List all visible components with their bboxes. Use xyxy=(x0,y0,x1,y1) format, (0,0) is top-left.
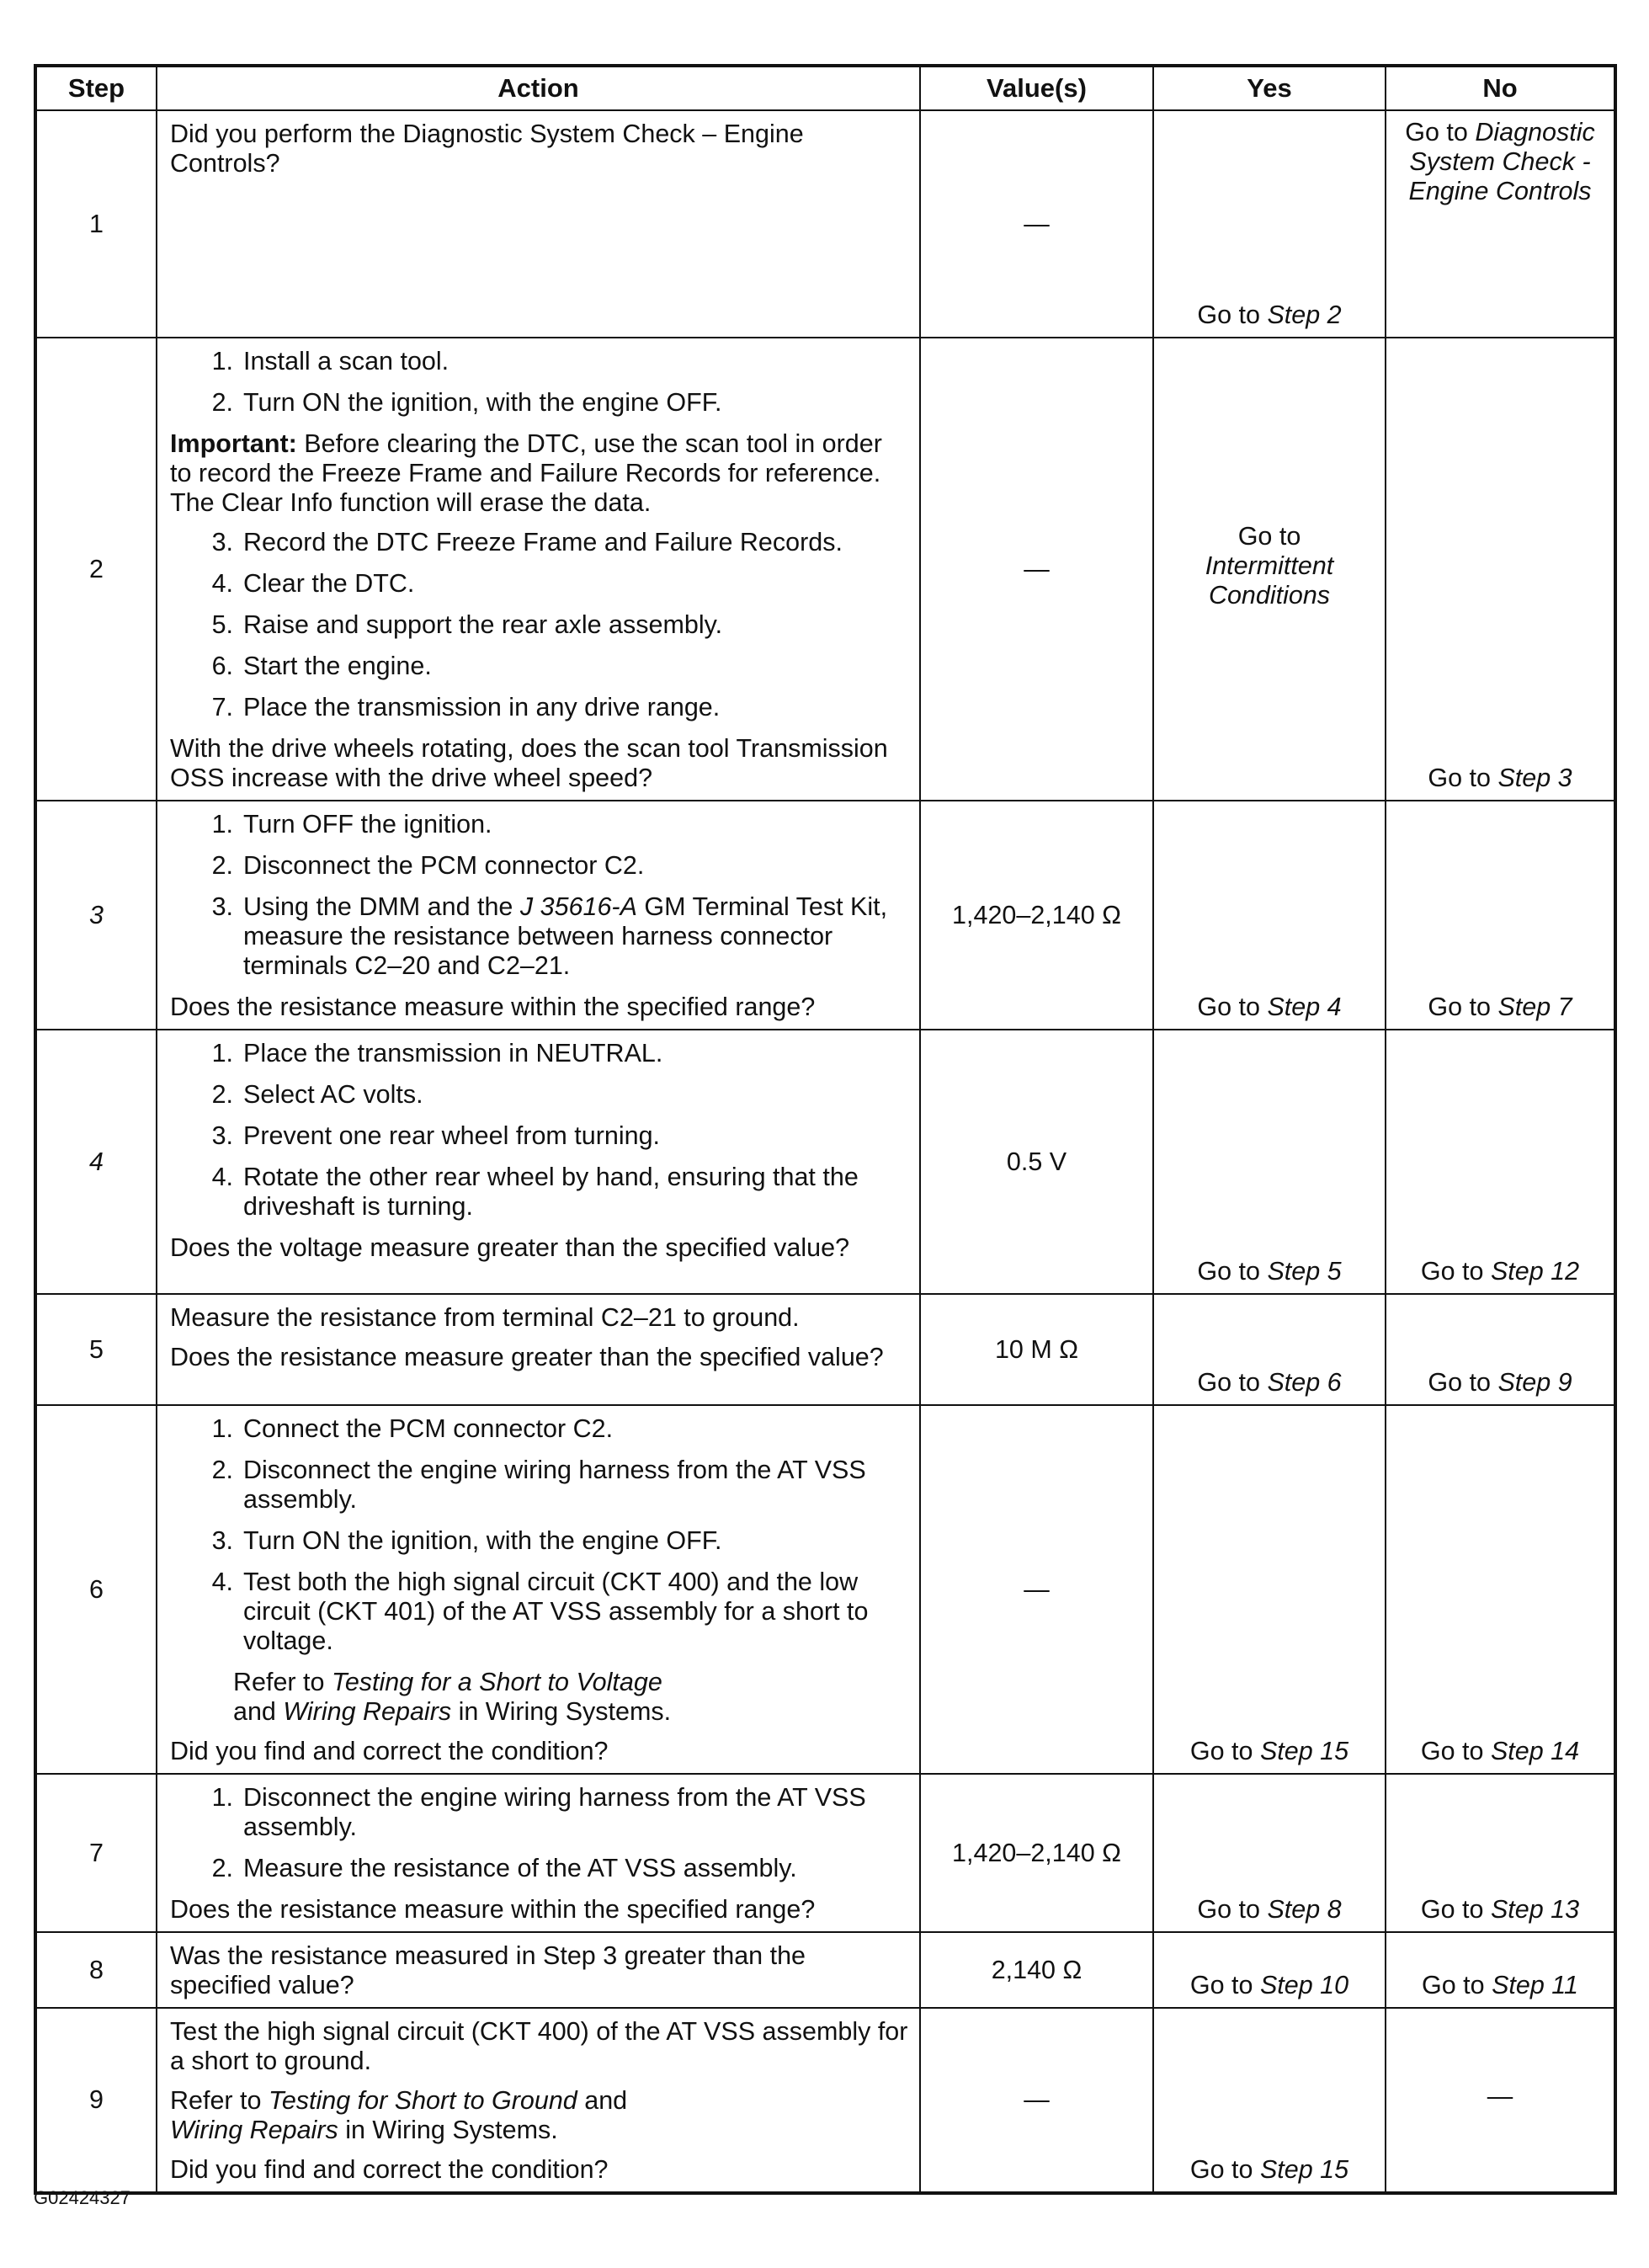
diagnostic-page xyxy=(34,64,1614,2195)
goto-link[interactable]: Step 10 xyxy=(1259,1971,1349,1999)
list-item: 3. Turn ON the ignition, with the engine OFF. xyxy=(211,1526,722,1555)
yes-cell: Go to Step 8 xyxy=(1153,1774,1386,1932)
table-row xyxy=(35,801,1615,1030)
table-row xyxy=(35,338,1615,801)
goto-link[interactable]: Step 7 xyxy=(1497,993,1572,1021)
list-item: 4. Clear the DTC. xyxy=(211,569,415,598)
yes-cell: Go to Step 10 xyxy=(1153,1932,1386,2008)
goto-link[interactable]: Step 2 xyxy=(1267,301,1342,329)
table-row xyxy=(35,1932,1615,2008)
step-number: 8 xyxy=(35,1932,157,2008)
goto-link[interactable]: Step 8 xyxy=(1267,1895,1342,1924)
goto-link[interactable]: Step 15 xyxy=(1259,1737,1349,1765)
action-cell: Test the high signal circuit (CKT 400) of the AT VSS assembly for a short to ground. Refer to Testing for Short to Ground and Wiring Repairs in Wiring Systems. Did you find and correct the condition? xyxy=(157,2008,920,2193)
question: Was the resistance measured in Step 3 greater than the specified value? xyxy=(170,1941,806,1999)
action-cell xyxy=(157,1030,920,1294)
list-item: 3. Prevent one rear wheel from turning. xyxy=(211,1121,661,1150)
question: Did you find and correct the condition? xyxy=(170,1737,609,1765)
header-yes: Yes xyxy=(1153,66,1386,110)
no-cell: Go to Step 9 xyxy=(1386,1294,1615,1405)
no-cell: Go to Diagnostic System Check - Engine Controls xyxy=(1386,110,1615,338)
header-row xyxy=(35,66,1615,110)
yes-cell: Go to Step 4 xyxy=(1153,801,1386,1030)
no-cell: Go to Step 11 xyxy=(1386,1932,1615,2008)
step-number: 5 xyxy=(35,1294,157,1405)
reference-note: Refer to Testing for a Short to Voltage and Wiring Repairs in Wiring Systems. xyxy=(233,1668,672,1726)
no-cell: Go to Step 14 xyxy=(1386,1405,1615,1774)
reference-link[interactable]: Testing for Short to Ground xyxy=(268,2086,577,2115)
goto-link[interactable]: Intermittent Conditions xyxy=(1205,551,1334,610)
action-cell xyxy=(157,1405,920,1774)
goto-link[interactable]: Step 9 xyxy=(1497,1368,1572,1397)
list-item: 6. Start the engine. xyxy=(211,652,432,680)
question: Does the resistance measure greater than the specified value? xyxy=(170,1343,884,1371)
list-item: 2. Select AC volts. xyxy=(211,1080,423,1109)
goto-link[interactable]: Step 14 xyxy=(1490,1737,1580,1765)
figure-id: G02424327 xyxy=(34,2187,130,2208)
step-number: 7 xyxy=(35,1774,157,1932)
action-cell xyxy=(157,1932,920,2008)
list-item: 3. Using the DMM and the J 35616-A GM Terminal Test Kit, measure the resistance between harness connector terminals C2–20 and C2–21. xyxy=(211,892,888,980)
yes-cell: Go to Step 6 xyxy=(1153,1294,1386,1405)
header-action: Action xyxy=(157,66,920,110)
yes-cell: Go to Step 5 xyxy=(1153,1030,1386,1294)
step-number: 3 xyxy=(35,801,157,1030)
table-row xyxy=(35,1774,1615,1932)
value-cell: — xyxy=(920,1405,1153,1774)
step-number: 9 xyxy=(35,2008,157,2193)
step-number: 2 xyxy=(35,338,157,801)
action-cell xyxy=(157,1774,920,1932)
goto-link[interactable]: Diagnostic System Check - Engine Controls xyxy=(1408,118,1595,205)
goto-link[interactable]: Step 15 xyxy=(1259,2155,1349,2184)
list-item: 1. Turn OFF the ignition. xyxy=(211,810,492,839)
yes-cell: Go to Step 2 xyxy=(1153,110,1386,338)
list-item: 1. Place the transmission in NEUTRAL. xyxy=(211,1039,663,1067)
question: Does the resistance measure within the specified range? xyxy=(170,1895,816,1924)
question: Did you perform the Diagnostic System Check – Engine Controls? xyxy=(170,120,804,178)
goto-link[interactable]: Step 6 xyxy=(1267,1368,1342,1397)
action-cell xyxy=(157,801,920,1030)
no-cell: Go to Step 13 xyxy=(1386,1774,1615,1932)
no-cell: Go to Step 12 xyxy=(1386,1030,1615,1294)
goto-link[interactable]: Step 4 xyxy=(1267,993,1342,1021)
important-note: Important: Before clearing the DTC, use the scan tool in order to record the Freeze Frame and Failure Records for reference. The Clear Info function will erase the data. xyxy=(170,429,882,517)
reference-note: Refer to Testing for Short to Ground and Wiring Repairs in Wiring Systems. xyxy=(170,2086,628,2144)
no-cell: Go to Step 7 xyxy=(1386,801,1615,1030)
question: Does the voltage measure greater than the specified value? xyxy=(170,1233,850,1262)
list-item: 3. Record the DTC Freeze Frame and Failure Records. xyxy=(211,528,843,556)
value-cell: 0.5 V xyxy=(920,1030,1153,1294)
diagnostic-table xyxy=(34,64,1617,2195)
table-row xyxy=(35,110,1615,338)
question: Does the resistance measure within the specified range? xyxy=(170,993,816,1021)
step-number: 6 xyxy=(35,1405,157,1774)
list-item: 2. Disconnect the PCM connector C2. xyxy=(211,851,645,880)
step-number: 4 xyxy=(35,1030,157,1294)
list-item: 1. Connect the PCM connector C2. xyxy=(211,1414,614,1443)
list-item: 2. Disconnect the engine wiring harness from the AT VSS assembly. xyxy=(211,1456,866,1514)
table-row xyxy=(35,1294,1615,1405)
table-row xyxy=(35,1405,1615,1774)
list-item: 5. Raise and support the rear axle assembly. xyxy=(211,610,723,639)
value-cell: 1,420–2,140 Ω xyxy=(920,1774,1153,1932)
list-item: 4. Rotate the other rear wheel by hand, ensuring that the driveshaft is turning. xyxy=(211,1163,859,1221)
table-row xyxy=(35,2008,1615,2193)
list-item: 1. Disconnect the engine wiring harness from the AT VSS assembly. xyxy=(211,1783,866,1841)
value-cell: 10 M Ω xyxy=(920,1294,1153,1405)
goto-link[interactable]: Step 12 xyxy=(1490,1257,1580,1286)
question: With the drive wheels rotating, does the scan tool Transmission OSS increase with the drive wheel speed? xyxy=(170,734,888,792)
list-item: 4. Test both the high signal circuit (CKT 400) and the low circuit (CKT 401) of the AT VSS assembly for a short to voltage. xyxy=(211,1568,869,1655)
value-cell: — xyxy=(920,110,1153,338)
reference-link[interactable]: Wiring Repairs xyxy=(283,1697,452,1726)
value-cell: 2,140 Ω xyxy=(920,1932,1153,2008)
step-number: 1 xyxy=(35,110,157,338)
no-cell: Go to Step 3 xyxy=(1386,338,1615,801)
reference-link[interactable]: Testing for a Short to Voltage xyxy=(331,1668,662,1696)
value-cell: — xyxy=(920,338,1153,801)
goto-link[interactable]: Step 13 xyxy=(1490,1895,1580,1924)
list-item: 2. Measure the resistance of the AT VSS assembly. xyxy=(211,1854,797,1882)
yes-cell: Go to Step 15 xyxy=(1153,1405,1386,1774)
list-item: 1. Install a scan tool. xyxy=(211,347,449,375)
goto-link[interactable]: Step 11 xyxy=(1492,1971,1578,1999)
list-item: 7. Place the transmission in any drive range. xyxy=(211,693,721,721)
no-cell: — xyxy=(1386,2008,1615,2193)
header-no: No xyxy=(1386,66,1615,110)
reference-link[interactable]: Wiring Repairs xyxy=(170,2116,338,2144)
question: Did you find and correct the condition? xyxy=(170,2155,609,2184)
goto-link[interactable]: Step 3 xyxy=(1497,764,1572,792)
list-item: 2. Turn ON the ignition, with the engine OFF. xyxy=(211,388,722,417)
action-cell xyxy=(157,110,920,338)
header-values: Value(s) xyxy=(920,66,1153,110)
action-cell: Measure the resistance from terminal C2–21 to ground. Does the resistance measure greater than the specified value? xyxy=(157,1294,920,1405)
yes-cell: Go to Step 15 xyxy=(1153,2008,1386,2193)
table-row xyxy=(35,1030,1615,1294)
yes-cell: Go to Intermittent Conditions xyxy=(1153,338,1386,801)
goto-link[interactable]: Step 5 xyxy=(1267,1257,1342,1286)
action-cell xyxy=(157,338,920,801)
header-step: Step xyxy=(35,66,157,110)
value-cell: 1,420–2,140 Ω xyxy=(920,801,1153,1030)
value-cell: — xyxy=(920,2008,1153,2193)
